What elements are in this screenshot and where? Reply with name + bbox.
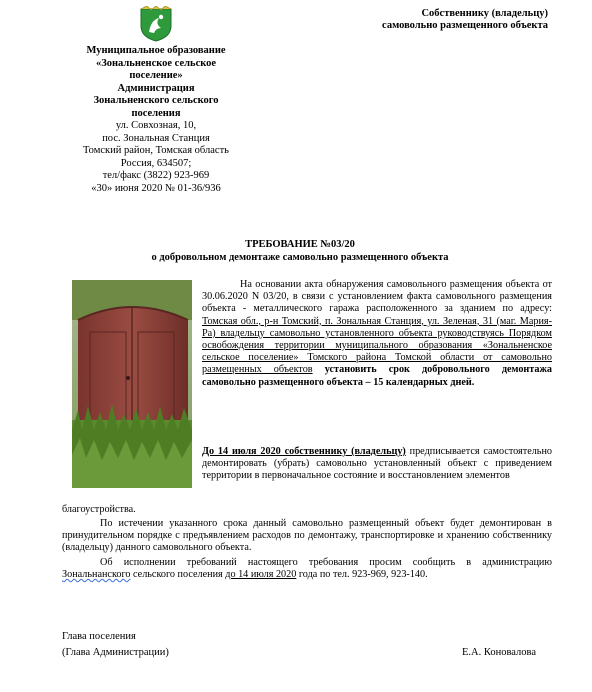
org-line-5: Зональненского сельского (93, 95, 219, 106)
signature-name: Е.А. Коновалова (462, 647, 537, 658)
p5-deadline-date: до 14 июля 2020 (225, 569, 297, 581)
organization-block (60, 45, 252, 195)
paragraph-order (202, 446, 552, 483)
title-line-2: о добровольном демонтаже самовольно размещенного объекта (151, 252, 449, 263)
title-line-1: ТРЕБОВАНИЕ №03/20 (245, 239, 355, 250)
p1-part-a: На основании акта обнаружения самовольного размещения объекта от 30.06.2020 N 03/20, в связи с установлением факта самовольного размещения объекта - металлического гаража расположенного за зданием по адресу: (202, 279, 552, 315)
org-line-4: Администрация (117, 82, 195, 94)
org-address-1: ул. Совхозная, 10, (115, 120, 197, 131)
p2-text: предписывается самостоятельно демонтировать (убрать) самовольно установленный объект с приведением территории в первоначальное состояние и восстановлением элементов (202, 446, 552, 482)
p1-address-link: Томская обл., р-н Томский, п. Зональная Станция, ул. Зеленая, 31 (маг. Мария-Ра) владельцу самовольно установленного объекта руководствуясь Порядком освобождения территории муниципального образования «Зональненское сельское поселение» Томского района Томской области от самовольно размещенных объектов (202, 315, 552, 376)
org-address-4: Россия, 634507; (120, 157, 192, 169)
p5-settlement-name: Зональнанского (62, 569, 131, 581)
p2-deadline-heading: До 14 июля 2020 собственнику (владельцу) (202, 446, 406, 457)
org-phone: тел/факс (3822) 923-969 (102, 170, 210, 181)
org-line-3: поселение» (129, 70, 183, 81)
org-address-3: Томский район, Томская область (83, 145, 229, 156)
paragraph-enforcement: По истечении указанного срока данный самовольно размещенный объект будет демонтирован в принудительном порядке с предъявлением расходов по демонтажу, транспортировке и хранению собственнику (владельцу) данного самовольного объекта. (62, 518, 552, 554)
org-date-number: «30» июня 2020 № 01-36/936 (91, 182, 221, 194)
addressee-line-2: самовольно размещенного объекта (382, 20, 548, 31)
org-line-6: поселения (131, 107, 181, 119)
garage-photo (72, 280, 192, 488)
paragraph-basis (202, 279, 552, 389)
addressee-block (330, 8, 548, 32)
p5-part-a: Об исполнении требований настоящего требования просим сообщить в администрацию (100, 557, 552, 568)
org-line-2: «Зональненское сельское (95, 57, 217, 69)
municipal-emblem-icon (137, 6, 175, 42)
paragraph-report (62, 557, 552, 581)
signature-title-2: (Глава Администрации) (62, 647, 169, 658)
paragraph-continuation: благоустройства. (62, 504, 136, 515)
p5-part-e: года по тел. 923-969, 923-140. (296, 569, 428, 581)
org-address-2: пос. Зональная Станция (102, 132, 210, 144)
addressee-line-1: Собственнику (владельцу) (421, 8, 548, 19)
document-title (70, 238, 530, 264)
org-line-1: Муниципальное образование (86, 45, 226, 56)
signature-title-1: Глава поселения (62, 631, 136, 642)
p5-part-c: сельского поселения (130, 569, 226, 581)
p1-deadline: установить срок добровольного демонтажа самовольно размещенного объекта – 15 календарных дней. (202, 364, 552, 388)
